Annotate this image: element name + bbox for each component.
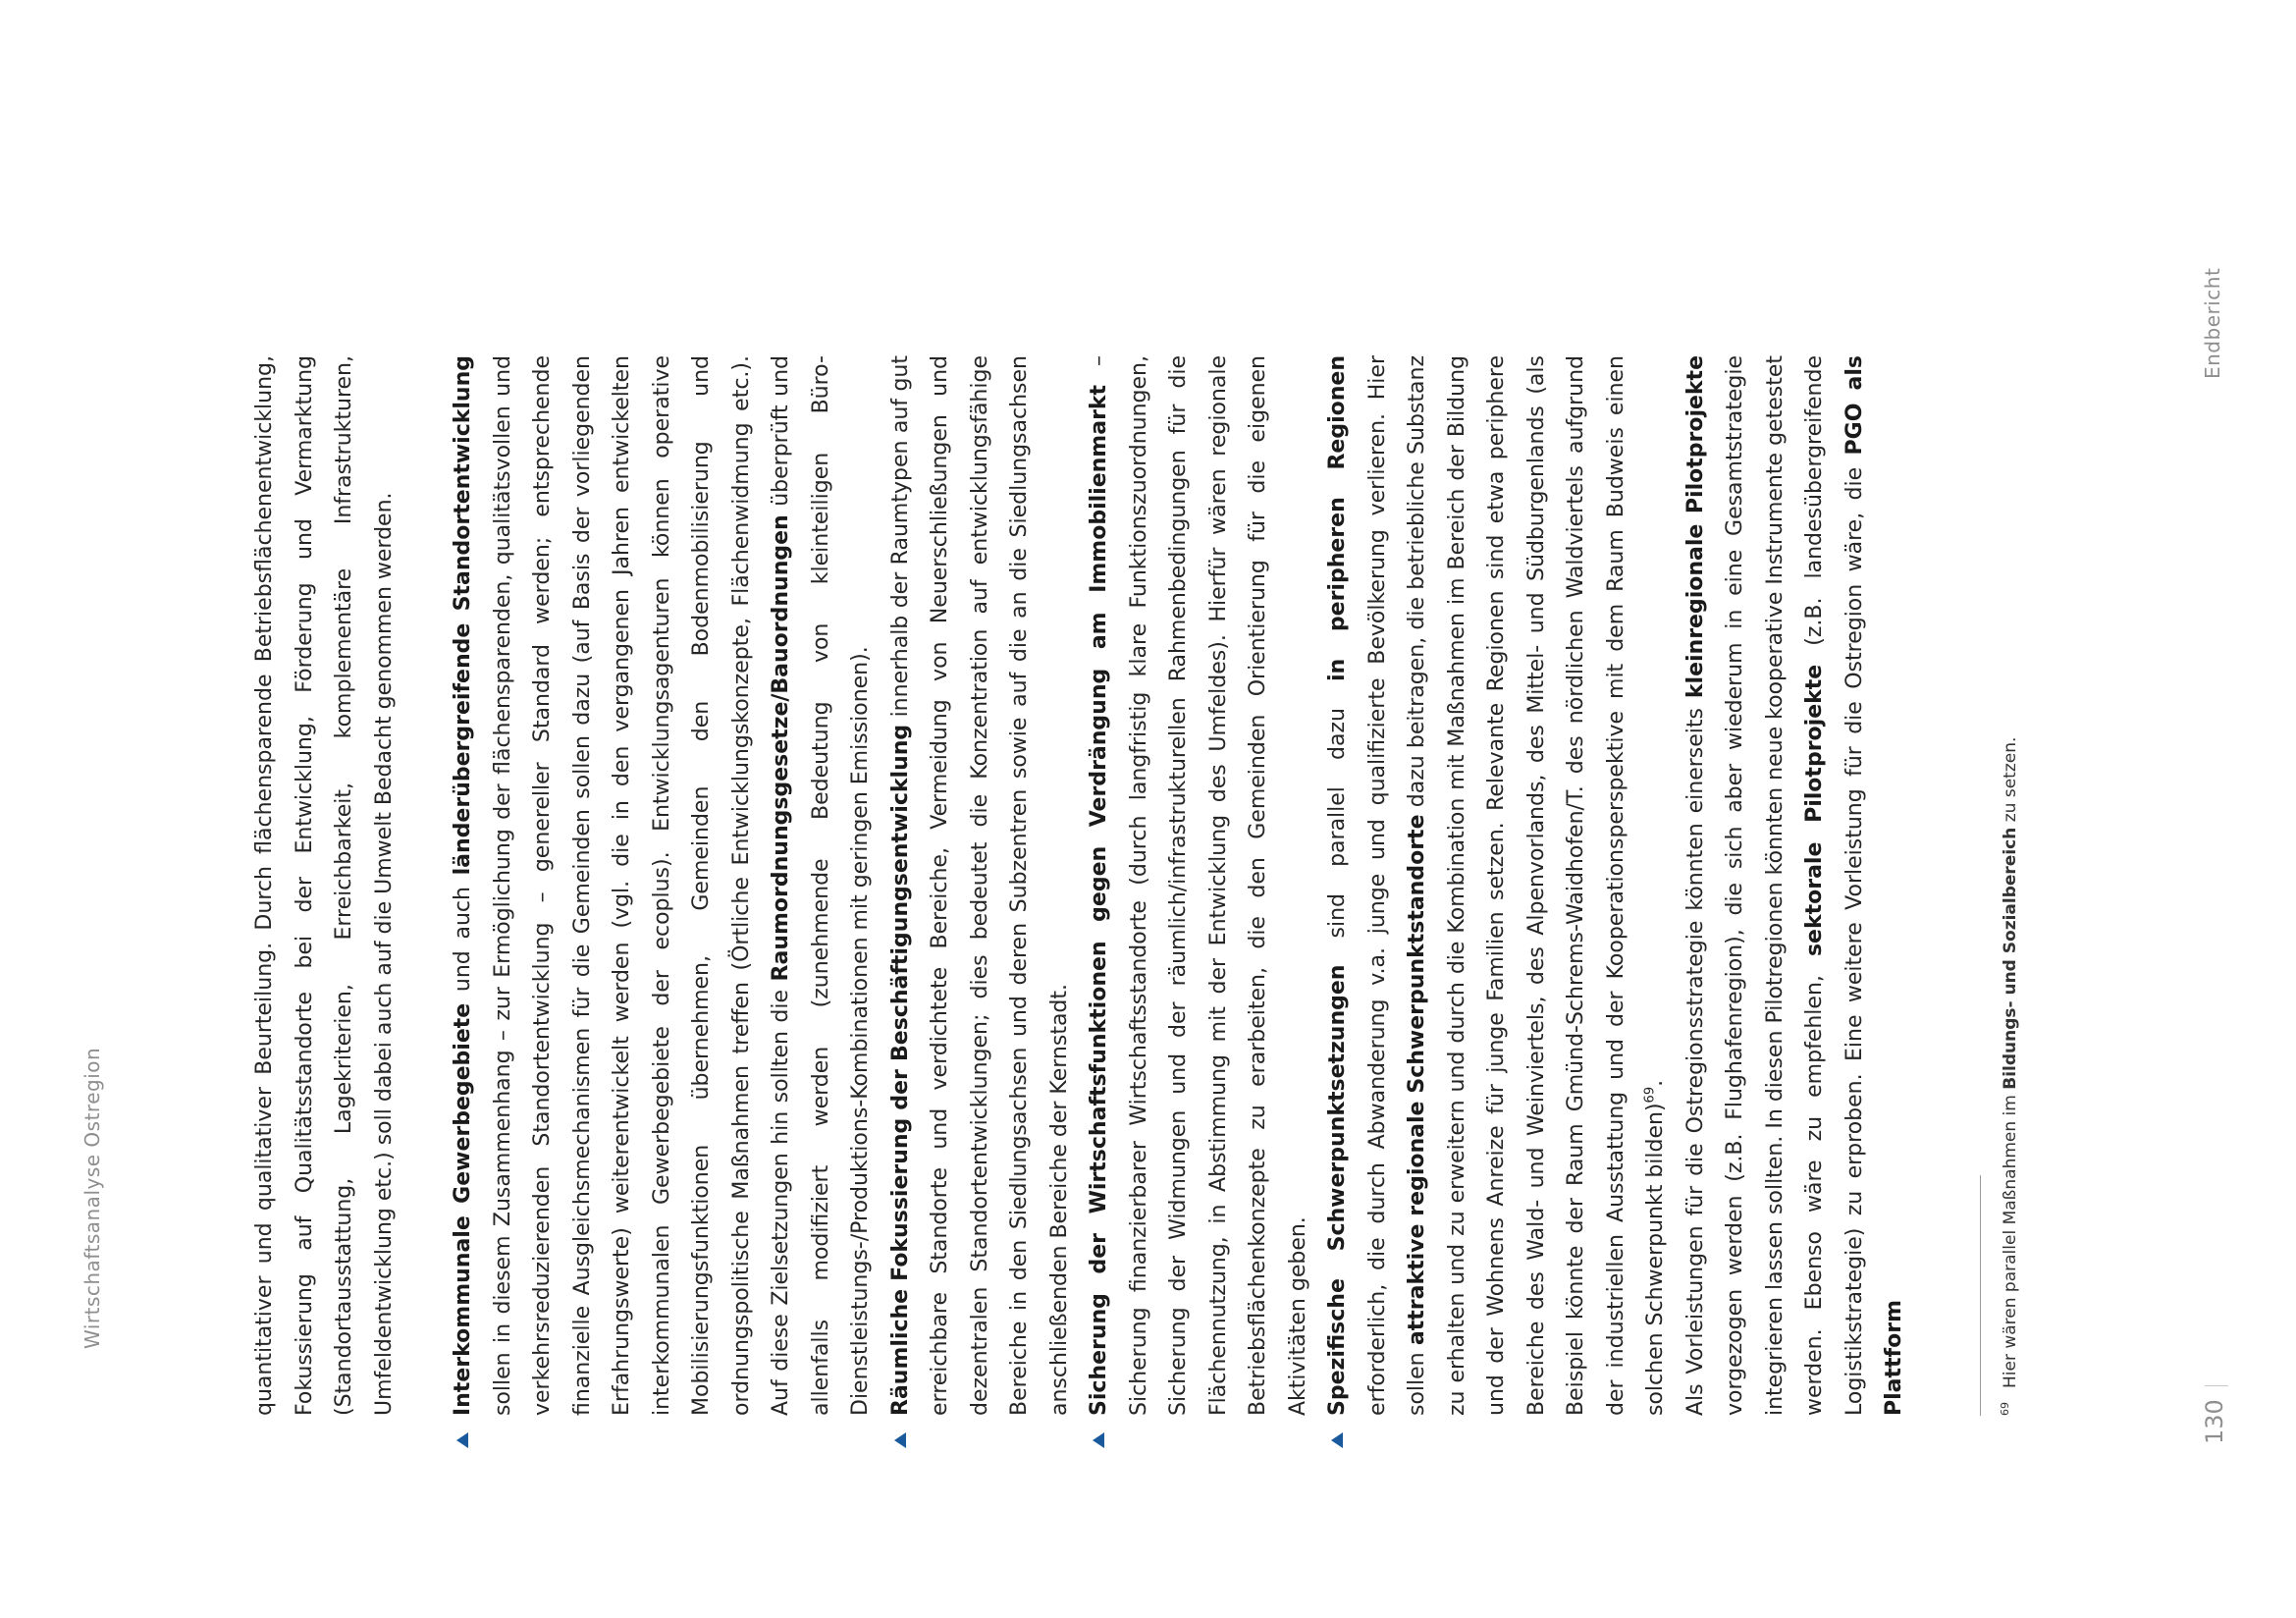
running-header-title: Wirtschaftsanalyse Ostregion bbox=[80, 1047, 104, 1349]
triangle-bullet-icon bbox=[456, 1432, 468, 1448]
bullet-raeumliche-fokussierung: Räumliche Fokussierung der Beschäftigungsentwicklung innerhalb der Raumtypen auf gut erreichbare Standorte und verdichtete Bereiche, Vermeidung von Neuerschließungen und dezentralen Standortentwicklungen; dies bedeutet die Konzentration auf entwicklungsfähige Bereiche in den Siedlungsachsen und deren Subzentren sowie auf die an die Siedlungsachsen anschließenden Bereiche der Kernstadt. bbox=[881, 355, 1081, 1416]
footnote-separator bbox=[1980, 1175, 1981, 1416]
intro-paragraph: quantitativer und qualitativer Beurteilung. Durch flächensparende Betriebsflächenentwicklung, Fokussierung auf Qualitätsstandorte bei der Entwicklung, Förderung und Vermarktung (Standortausstattung, Lagekriterien, Erreichbarkeit, komplementäre Infrastrukturen, Umfeldentwicklung etc.) soll dabei auch auf die Umwelt Bedacht genommen werden. bbox=[252, 355, 397, 1416]
triangle-bullet-icon bbox=[894, 1432, 906, 1448]
closing-paragraph: Als Vorleistungen für die Ostregionsstrategie könnten einerseits kleinregionale Pilotprojekte vorgezogen werden (z.B. Flughafenregion), die sich aber wiederum in eine Gesamtstrategie integrieren lassen sollten. In diesen Pilotregionen könnten neue kooperative Instrumente getestet werden. Ebenso wäre zu empfehlen, sektorale Pilotprojekte (z.B. landesübergreifende Logistikstrategie) zu erproben. Eine weitere Vorleistung für die Ostregion wäre, die PGO als Plattform bbox=[1682, 355, 1906, 1416]
footnote-reference: 69 bbox=[1642, 1086, 1658, 1104]
page-number: 130 bbox=[2201, 1399, 2228, 1444]
page-number-divider bbox=[2205, 1385, 2228, 1386]
bullet-spezifische-schwerpunktsetzungen: Spezifische Schwerpunktsetzungen sind parallel dazu in peripheren Regionen erforderlich, die durch Abwanderung v.a. junge und qualifizierte Bevölkerung verlieren. Hier sollen attraktive regionale Schwerpunktstandorte dazu beitragen, die betriebliche Substanz zu erhalten und zu erweitern und durch die Kombination mit Maßnahmen im Bereich der Bildung und der Wohnens Anreize für junge Familien setzen. Relevante Regionen sind etwa periphere Bereiche des Wald- und Weinviertels, des Alpenvorlands, des Mittel- und Südburgenlands (als Beispiel könnte der Raum Gmünd-Schrems-Waidhofen/T. des nördlichen Waldviertels aufgrund der industriellen Ausstattung und der Kooperationsperspektive mit dem Raum Budweis einen solchen Schwerpunkt bilden)$^{69}$. bbox=[1318, 355, 1677, 1416]
bullet-sicherung-wirtschaftsfunktionen: Sicherung der Wirtschaftsfunktionen gegen Verdrängung am Immobilienmarkt – Sicherung finanzierbarer Wirtschaftsstandorte (durch langfristig klare Funktionszuordnungen, Sicherung der Widmungen und der räumlich/infrastrukturellen Rahmenbedingungen für die Flächennutzung, in Abstimmung mit der Entwicklung des Umfeldes). Hierfür wären regionale Betriebsflächenkonzepte zu erarbeiten, die den Gemeinden Orientierung für die eigenen Aktivitäten geben. bbox=[1080, 355, 1318, 1416]
running-header-report-type: Endbericht bbox=[2201, 267, 2224, 379]
body-text bbox=[245, 355, 1915, 1416]
bullet-interkommunale-gewerbegebiete: Interkommunale Gewerbegebiete und auch länderübergreifende Standortentwicklung sollen in diesem Zusammenhang – zur Ermöglichung der flächensparenden, qualitätsvollen und verkehrsreduzierenden Standortentwicklung – genereller Standard werden; entsprechende finanzielle Ausgleichsmechanismen für die Gemeinden sollen dazu (auf Basis der vorliegenden Erfahrungswerte) weiterentwickelt werden (vgl. die in den vergangenen Jahren entwickelten interkommunalen Gewerbegebiete der ecoplus). Entwicklungsagenturen können operative Mobilisierungsfunktionen übernehmen, Gemeinden den Bodenmobilisierung und ordnungspolitische Maßnahmen treffen (Örtliche Entwicklungskonzepte, Flächenwidmung etc.). Auf diese Zielsetzungen hin sollten die Raumordnungsgesetze/Bauordnungen überprüft und allenfalls modifiziert werden (zunehmende Bedeutung von kleinteiligen Büro-Dienstleistungs-/Produktions-Kombinationen mit geringen Emissionen). bbox=[444, 355, 881, 1416]
footnote: $^{69}$Hier wären parallel Maßnahmen im Bildungs- und Sozialbereich zu setzen. bbox=[1999, 736, 2020, 1416]
triangle-bullet-icon bbox=[1093, 1432, 1104, 1448]
footnote-number: 69 bbox=[1999, 1402, 2012, 1416]
triangle-bullet-icon bbox=[1331, 1432, 1343, 1448]
